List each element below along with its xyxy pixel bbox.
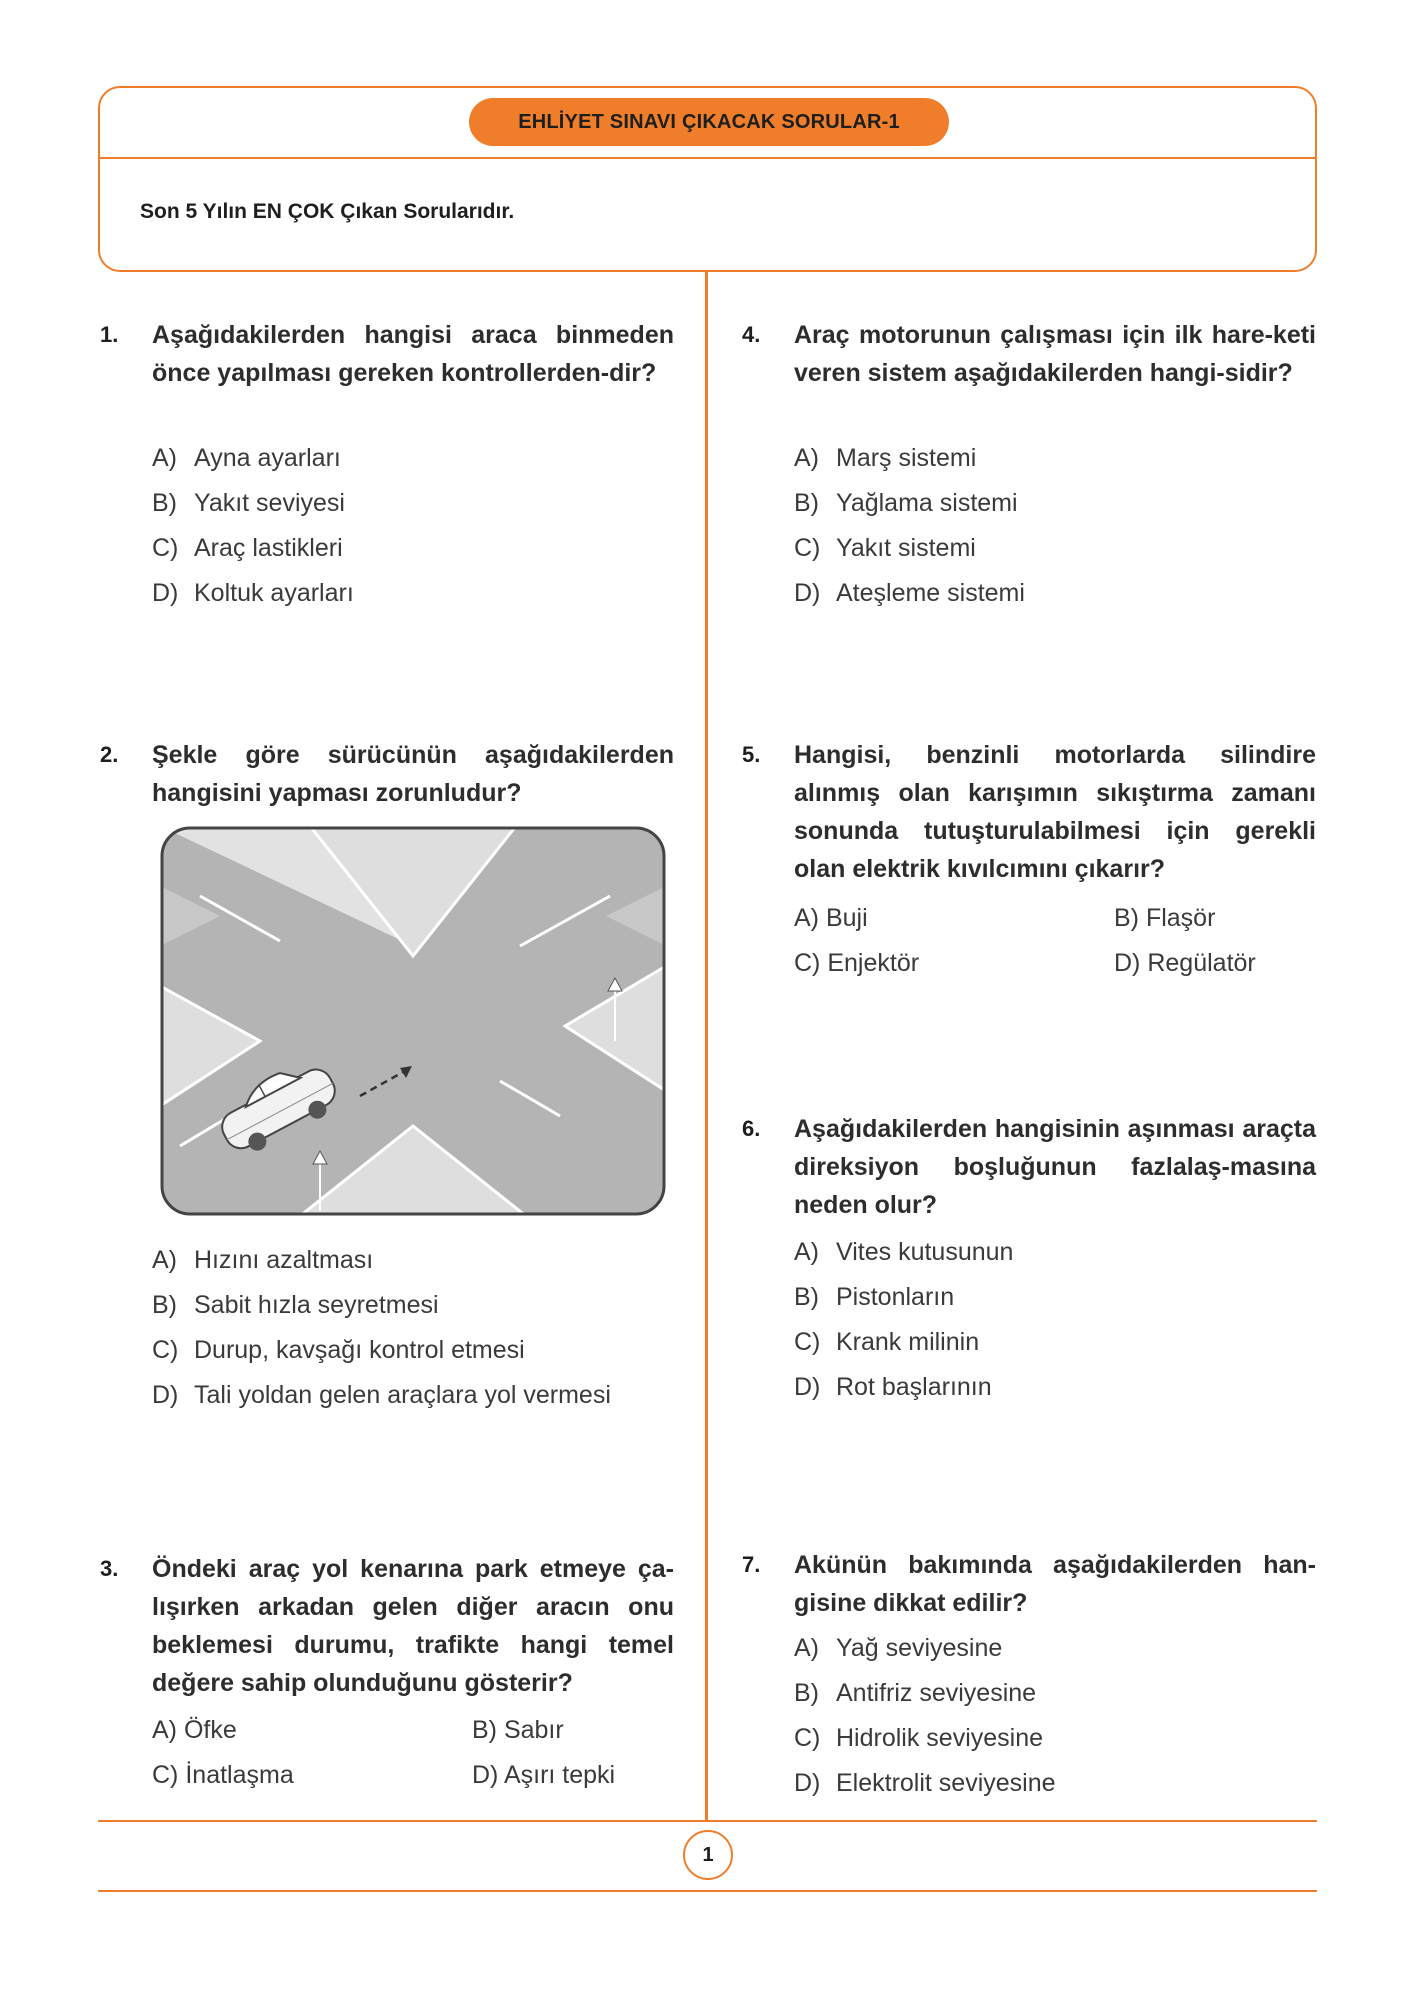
intersection-figure: [160, 826, 666, 1216]
option-b[interactable]: [152, 483, 354, 528]
option-letter: C): [152, 534, 179, 562]
option-text: Ayna ayarları: [194, 444, 341, 472]
question-text: Aşağıdakilerden hangisi araca binmeden önce yapılması gereken kontrollerden-dir?: [152, 321, 674, 387]
option-text: Öfke: [183, 1716, 237, 1744]
option-c[interactable]: [794, 1718, 1056, 1763]
option-list: [152, 438, 354, 618]
option-d[interactable]: [794, 1763, 1056, 1808]
question-text: Hangisi, benzinli motorlarda silindire alınmış olan karışımın sıkıştırma zamanı sonunda tutuşturulabilmesi için gerekli olan elektrik kıvılcımını çıkarır?: [794, 741, 1316, 883]
option-text: Yakıt seviyesi: [194, 489, 345, 517]
option-text: Yakıt sistemi: [836, 534, 976, 562]
question-number: 5.: [742, 742, 761, 767]
option-a[interactable]: [794, 898, 868, 938]
option-list: [794, 898, 1316, 988]
option-text: Ateşleme sistemi: [836, 579, 1025, 607]
option-d[interactable]: [152, 573, 354, 618]
header-box: [98, 86, 1317, 272]
option-text: Araç lastikleri: [194, 534, 343, 562]
header-divider: [100, 157, 1315, 159]
option-b[interactable]: [794, 483, 1025, 528]
option-letter: B): [1114, 904, 1139, 932]
option-text: Buji: [825, 904, 868, 932]
option-b[interactable]: [1114, 898, 1215, 938]
question-number: 2.: [100, 742, 119, 767]
question-text: Araç motorunun çalışması için ilk hare-keti veren sistem aşağıdakilerden hangi-sidir?: [794, 321, 1316, 387]
question-number: 6.: [742, 1116, 761, 1141]
option-letter: A): [152, 1716, 177, 1744]
column-divider: [705, 272, 708, 1820]
option-c[interactable]: [794, 943, 919, 983]
option-letter: D): [794, 1373, 821, 1401]
option-letter: A): [794, 1634, 819, 1662]
option-d[interactable]: [152, 1375, 611, 1420]
option-text: Sabit hızla seyretmesi: [194, 1291, 439, 1319]
option-letter: D): [152, 1381, 179, 1409]
option-text: Tali yoldan gelen araçlara yol vermesi: [194, 1381, 611, 1409]
option-text: Flaşör: [1145, 904, 1216, 932]
question-text: Şekle göre sürücünün aşağıdakilerden hangisini yapması zorunludur?: [152, 741, 674, 807]
option-c[interactable]: [152, 1330, 611, 1375]
option-a[interactable]: [794, 438, 1025, 483]
question-number: 7.: [742, 1552, 761, 1577]
option-list: [794, 1628, 1056, 1808]
option-list: [152, 1710, 674, 1800]
question-number: 4.: [742, 322, 761, 347]
page-title: EHLİYET SINAVI ÇIKACAK SORULAR-1: [469, 98, 949, 146]
option-letter: B): [152, 1291, 177, 1319]
option-letter: B): [794, 1283, 819, 1311]
option-letter: A): [794, 904, 819, 932]
option-letter: D): [1114, 949, 1141, 977]
option-b[interactable]: [794, 1277, 1013, 1322]
option-text: Elektrolit seviyesine: [836, 1769, 1056, 1797]
option-c[interactable]: [152, 528, 354, 573]
option-text: Vites kutusunun: [836, 1238, 1014, 1266]
option-text: Aşırı tepki: [503, 1761, 616, 1789]
option-letter: D): [794, 579, 821, 607]
option-list: [794, 438, 1025, 618]
question-text: Aşağıdakilerden hangisinin aşınması araçta direksiyon boşluğunun fazlalaş-masına neden olur?: [794, 1115, 1316, 1219]
option-list: [152, 1240, 611, 1420]
option-letter: C): [794, 1724, 821, 1752]
option-a[interactable]: [152, 438, 354, 483]
option-letter: C): [794, 1328, 821, 1356]
option-letter: D): [152, 579, 179, 607]
option-b[interactable]: [794, 1673, 1056, 1718]
footer-line-bottom: [98, 1890, 1317, 1892]
option-letter: C): [794, 949, 821, 977]
option-text: Antifriz seviyesine: [836, 1679, 1037, 1707]
option-text: Hızını azaltması: [194, 1246, 374, 1274]
option-text: Durup, kavşağı kontrol etmesi: [194, 1336, 525, 1364]
page-subtitle: Son 5 Yılın EN ÇOK Çıkan Sorularıdır.: [140, 200, 515, 223]
option-text: Yağ seviyesine: [836, 1634, 1003, 1662]
option-letter: B): [794, 1679, 819, 1707]
option-a[interactable]: [152, 1710, 237, 1750]
option-text: Hidrolik seviyesine: [836, 1724, 1044, 1752]
option-letter: C): [152, 1336, 179, 1364]
option-text: Sabır: [503, 1716, 564, 1744]
option-d[interactable]: [1114, 943, 1256, 983]
option-c[interactable]: [794, 1322, 1013, 1367]
option-letter: A): [794, 1238, 819, 1266]
option-text: Pistonların: [836, 1283, 955, 1311]
footer-line-top: [98, 1820, 1317, 1822]
option-text: Yağlama sistemi: [836, 489, 1018, 517]
option-text: Marş sistemi: [836, 444, 977, 472]
option-d[interactable]: [472, 1755, 615, 1795]
option-text: Rot başlarının: [836, 1373, 992, 1401]
option-letter: D): [472, 1761, 499, 1789]
option-b[interactable]: [152, 1285, 611, 1330]
question-number: 3.: [100, 1556, 119, 1581]
option-text: Krank milinin: [836, 1328, 980, 1356]
question-number: 1.: [100, 322, 119, 347]
page-number: 1: [683, 1830, 733, 1880]
option-letter: A): [152, 444, 177, 472]
option-letter: B): [794, 489, 819, 517]
option-text: Regülatör: [1147, 949, 1256, 977]
option-c[interactable]: [794, 528, 1025, 573]
option-letter: B): [472, 1716, 497, 1744]
option-text: İnatlaşma: [185, 1761, 294, 1789]
option-letter: A): [794, 444, 819, 472]
option-text: Koltuk ayarları: [194, 579, 354, 607]
option-a[interactable]: [794, 1232, 1013, 1277]
option-text: Enjektör: [827, 949, 920, 977]
option-b[interactable]: [472, 1710, 564, 1750]
option-a[interactable]: [152, 1240, 611, 1285]
question-text: Öndeki araç yol kenarına park etmeye ça-lışırken arkadan gelen diğer aracın onu beklemesi durumu, trafikte hangi temel değere sahip olunduğunu gösterir?: [152, 1555, 674, 1697]
option-letter: C): [794, 534, 821, 562]
option-d[interactable]: [794, 573, 1025, 618]
option-d[interactable]: [794, 1367, 1013, 1412]
option-letter: D): [794, 1769, 821, 1797]
option-letter: C): [152, 1761, 179, 1789]
option-a[interactable]: [794, 1628, 1056, 1673]
option-c[interactable]: [152, 1755, 294, 1795]
question-text: Akünün bakımında aşağıdakilerden han-gisine dikkat edilir?: [794, 1551, 1316, 1617]
option-list: [794, 1232, 1013, 1412]
option-letter: A): [152, 1246, 177, 1274]
option-letter: B): [152, 489, 177, 517]
